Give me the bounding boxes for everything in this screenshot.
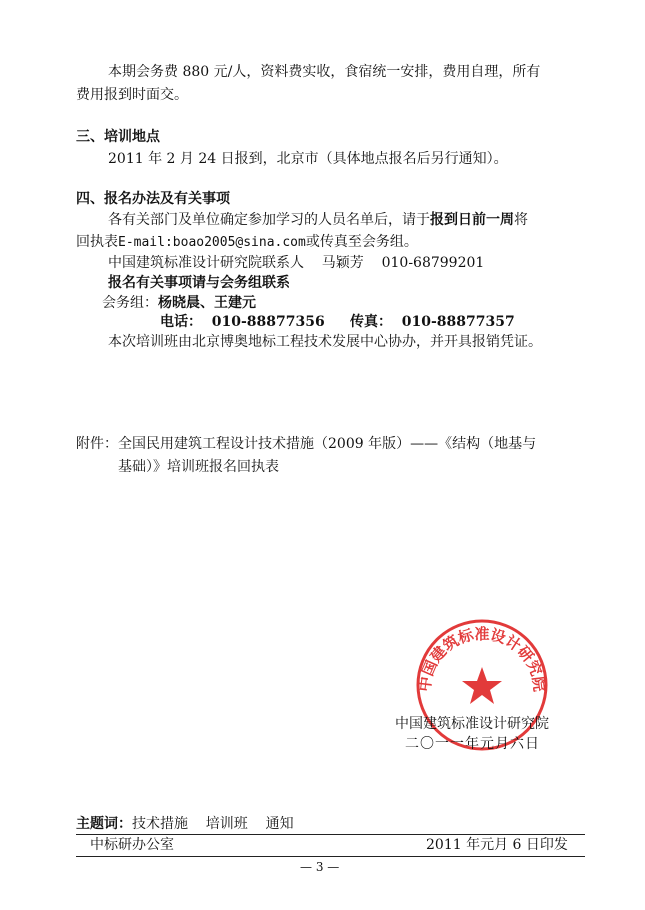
section-4-line-1-tail: 将 xyxy=(514,212,528,228)
co-organizer-note: 本次培训班由北京博奥地标工程技术发展中心协办，并开具报销凭证。 xyxy=(108,334,542,350)
section-4-line-2-text: 回执表 xyxy=(76,234,118,250)
group-names: 杨晓晨、王建元 xyxy=(158,295,256,311)
contact-heading: 报名有关事项请与会务组联系 xyxy=(108,275,290,291)
deadline-emphasis: 报到日前一周 xyxy=(430,212,514,228)
phone-number: 电话： 010-88877356 xyxy=(160,314,325,330)
footer-rule-bottom xyxy=(76,856,585,857)
attachment-line-1: 全国民用建筑工程设计技术措施（2009 年版）——《结构（地基与 xyxy=(118,436,537,452)
email-address: E-mail:boao2005@sina.com xyxy=(118,235,306,250)
group-label: 会务组： xyxy=(102,295,158,311)
keywords-line xyxy=(76,815,294,833)
section-4-line-1 xyxy=(108,211,528,229)
issue-date: 二〇一一年元月六日 xyxy=(405,736,540,752)
attachment-label: 附件： xyxy=(76,436,118,452)
seal-text: 中国建筑标准设计研究院 xyxy=(415,625,549,693)
section-4-line-1-text: 各有关部门及单位确定参加学习的人员名单后，请于 xyxy=(108,212,430,228)
section-4-heading: 四、报名办法及有关事项 xyxy=(76,191,230,207)
keywords-value: 技术措施 培训班 通知 xyxy=(132,816,294,832)
page-number: — 3 — xyxy=(300,860,340,874)
section-4-line-2-tail: 或传真至会务组。 xyxy=(305,234,418,250)
issuing-office: 中标研办公室 xyxy=(90,837,174,853)
seal-star-icon xyxy=(462,667,502,704)
section-4-line-2 xyxy=(76,233,418,252)
fee-line-2: 费用报到时面交。 xyxy=(76,87,188,103)
contact-line: 中国建筑标准设计研究院联系人 马颖芳 010-68799201 xyxy=(108,255,485,271)
section-3-heading: 三、培训地点 xyxy=(76,129,160,145)
fax-number: 传真： 010-88877357 xyxy=(350,314,515,330)
group-line xyxy=(102,294,256,312)
footer-rule-top xyxy=(76,834,585,835)
attachment-line-2: 基础）》培训班报名回执表 xyxy=(118,459,279,475)
print-date: 2011 年元月 6 日印发 xyxy=(426,837,568,853)
fee-line-1: 本期会务费 880 元/人，资料费实收，食宿统一安排，费用自理，所有 xyxy=(108,64,541,80)
issuing-organization: 中国建筑标准设计研究院 xyxy=(395,716,549,732)
keywords-label: 主题词： xyxy=(76,816,132,832)
section-3-text: 2011 年 2 月 24 日报到，北京市（具体地点报名后另行通知）。 xyxy=(108,151,508,167)
